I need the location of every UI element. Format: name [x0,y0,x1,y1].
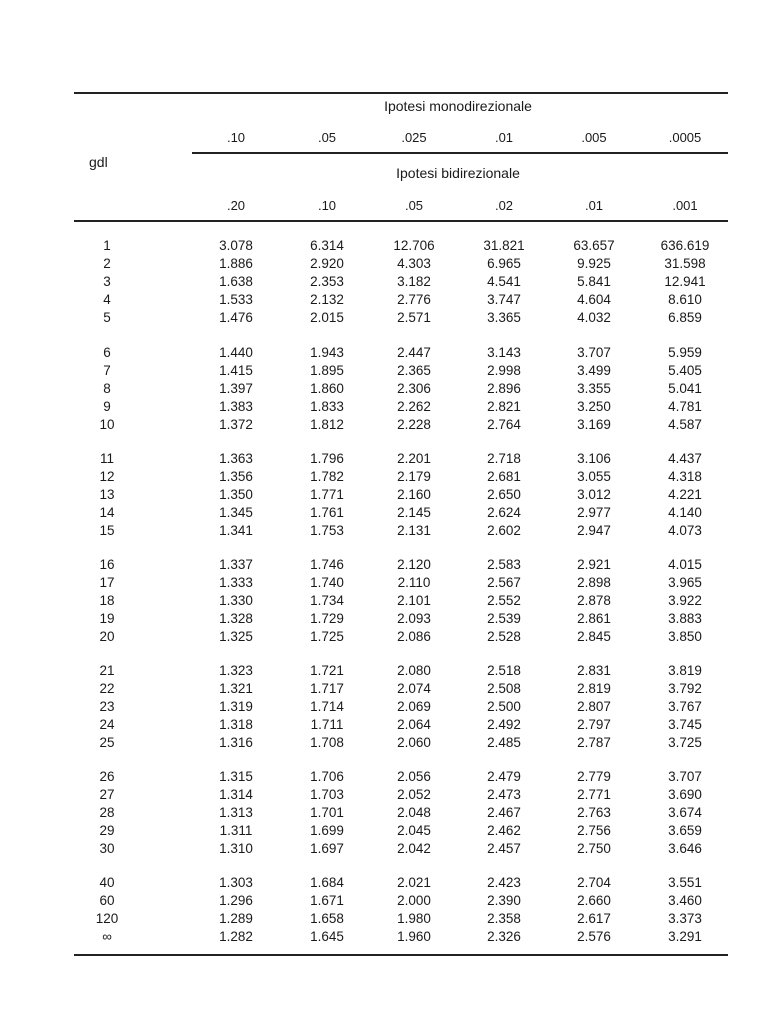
value-cell: 2.821 [487,399,521,415]
df-cell: 13 [99,487,115,503]
value-cell: 3.850 [668,629,702,645]
df-cell: 18 [99,593,115,609]
value-cell: 3.922 [668,593,702,609]
value-cell: 1.701 [310,805,344,821]
table-row [0,273,768,291]
value-cell: 1.282 [219,929,253,945]
value-cell: 2.921 [577,557,611,572]
value-cell: 2.086 [397,629,431,645]
value-cell: 2.845 [577,629,611,645]
value-cell: 63.657 [573,238,615,253]
value-cell: 2.365 [397,363,431,379]
df-cell: 40 [99,875,115,890]
row-group [0,556,768,646]
value-cell: 2.457 [487,841,521,857]
table-row [0,910,768,928]
value-cell: 1.350 [219,487,253,503]
table-row [0,380,768,398]
value-cell: 2.617 [577,911,611,927]
value-cell: 3.659 [668,823,702,839]
value-cell: 2.947 [577,523,611,539]
df-cell: 29 [99,823,115,839]
value-cell: 1.645 [310,929,344,945]
value-cell: 1.638 [219,274,253,290]
value-cell: 1.397 [219,381,253,397]
value-cell: 3.250 [577,399,611,415]
value-cell: 2.998 [487,363,521,379]
value-cell: 12.941 [664,274,706,290]
table-row [0,592,768,610]
value-cell: 2.179 [397,469,431,485]
value-cell: 1.671 [310,893,344,909]
value-cell: 4.318 [668,469,702,485]
value-cell: 1.708 [310,735,344,751]
df-cell: 19 [99,611,115,627]
value-cell: 2.567 [487,575,521,591]
value-cell: 2.583 [487,557,521,572]
table-top-rule [74,92,728,94]
value-cell: 3.291 [668,929,702,945]
value-cell: 2.074 [397,681,431,697]
value-cell: 1.711 [310,717,344,733]
table-row [0,450,768,468]
value-cell: 2.069 [397,699,431,715]
value-cell: 3.460 [668,893,702,909]
value-cell: 3.747 [487,292,521,308]
value-cell: 1.315 [219,769,253,784]
value-cell: 3.819 [668,663,702,678]
value-cell: 2.797 [577,717,611,733]
value-cell: 2.756 [577,823,611,839]
one-tailed-level-3: .025 [401,130,427,145]
value-cell: 2.500 [487,699,521,715]
value-cell: 3.674 [668,805,702,821]
value-cell: 1.697 [310,841,344,857]
table-row [0,822,768,840]
value-cell: 2.779 [577,769,611,784]
value-cell: 1.440 [219,345,253,360]
value-cell: 2.898 [577,575,611,591]
value-cell: 3.078 [219,238,253,253]
df-cell: ∞ [102,929,112,945]
table-row [0,928,768,946]
df-cell: 10 [99,417,115,433]
table-row [0,874,768,892]
two-tailed-title: Ipotesi bidirezionale [396,165,520,181]
value-cell: 2.807 [577,699,611,715]
one-tailed-title: Ipotesi monodirezionale [384,98,532,114]
value-cell: 12.706 [393,238,435,253]
value-cell: 2.776 [397,292,431,308]
value-cell: 1.886 [219,256,253,272]
row-group [0,344,768,434]
value-cell: 2.977 [577,505,611,521]
df-cell: 2 [103,256,111,272]
value-cell: 2.056 [397,769,431,784]
df-cell: 15 [99,523,115,539]
value-cell: 2.326 [487,929,521,945]
value-cell: 1.725 [310,629,344,645]
row-group [0,768,768,858]
df-cell: 25 [99,735,115,751]
value-cell: 2.681 [487,469,521,485]
value-cell: 1.703 [310,787,344,803]
value-cell: 2.042 [397,841,431,857]
df-cell: 4 [103,292,111,308]
value-cell: 3.169 [577,417,611,433]
value-cell: 1.328 [219,611,253,627]
value-cell: 1.383 [219,399,253,415]
df-cell: 23 [99,699,115,715]
df-cell: 14 [99,505,115,521]
value-cell: 2.064 [397,717,431,733]
value-cell: 1.325 [219,629,253,645]
value-cell: 1.533 [219,292,253,308]
value-cell: 3.646 [668,841,702,857]
value-cell: 4.303 [397,256,431,272]
value-cell: 2.920 [310,256,344,272]
value-cell: 1.316 [219,735,253,751]
value-cell: 1.796 [310,451,344,466]
value-cell: 2.048 [397,805,431,821]
value-cell: 1.699 [310,823,344,839]
value-cell: 6.965 [487,256,521,272]
value-cell: 4.073 [668,523,702,539]
value-cell: 2.131 [397,523,431,539]
df-cell: 27 [99,787,115,803]
two-tailed-level-1: .20 [226,198,246,213]
value-cell: 3.012 [577,487,611,503]
header-bottom-rule [74,220,728,222]
table-row [0,680,768,698]
df-cell: 5 [103,310,111,326]
value-cell: 1.313 [219,805,253,821]
value-cell: 1.729 [310,611,344,627]
table-bottom-rule [74,954,728,956]
value-cell: 1.333 [219,575,253,591]
value-cell: 3.707 [577,345,611,360]
table-row [0,468,768,486]
table-row [0,362,768,380]
df-cell: 30 [99,841,115,857]
value-cell: 1.658 [310,911,344,927]
value-cell: 3.551 [668,875,702,890]
df-cell: 3 [103,274,111,290]
value-cell: 2.518 [487,663,521,678]
value-cell: 8.610 [668,292,702,308]
df-cell: 11 [99,451,115,466]
value-cell: 1.761 [310,505,344,521]
value-cell: 2.602 [487,523,521,539]
table-row [0,662,768,680]
value-cell: 1.318 [219,717,253,733]
table-row [0,556,768,574]
value-cell: 2.201 [397,451,431,466]
value-cell: 1.717 [310,681,344,697]
value-cell: 2.101 [397,593,431,609]
value-cell: 1.980 [397,911,431,927]
df-cell: 26 [99,769,115,784]
value-cell: 2.576 [577,929,611,945]
value-cell: 1.771 [310,487,344,503]
value-cell: 2.132 [310,292,344,308]
value-cell: 31.821 [483,238,525,253]
value-cell: 4.437 [668,451,702,466]
two-tailed-level-4: .02 [494,198,514,213]
value-cell: 2.704 [577,875,611,890]
table-row [0,892,768,910]
table-row [0,768,768,786]
value-cell: 1.943 [310,345,344,360]
value-cell: 1.323 [219,663,253,678]
value-cell: 1.363 [219,451,253,466]
value-cell: 2.093 [397,611,431,627]
value-cell: 1.314 [219,787,253,803]
one-tailed-level-6: .0005 [668,130,702,145]
table-row [0,786,768,804]
value-cell: 2.447 [397,345,431,360]
value-cell: 2.492 [487,717,521,733]
value-cell: 1.753 [310,523,344,539]
value-cell: 2.080 [397,663,431,678]
table-row [0,486,768,504]
value-cell: 6.859 [668,310,702,326]
value-cell: 2.896 [487,381,521,397]
table-row [0,504,768,522]
value-cell: 2.467 [487,805,521,821]
table-row [0,237,768,255]
df-cell: 8 [103,381,111,397]
value-cell: 2.750 [577,841,611,857]
value-cell: 1.746 [310,557,344,572]
value-cell: 2.015 [310,310,344,326]
table-row [0,716,768,734]
value-cell: 1.289 [219,911,253,927]
value-cell: 1.714 [310,699,344,715]
table-row [0,804,768,822]
value-cell: 2.650 [487,487,521,503]
df-cell: 12 [99,469,115,485]
value-cell: 3.883 [668,611,702,627]
df-cell: 1 [103,238,111,253]
value-cell: 2.819 [577,681,611,697]
value-cell: 2.423 [487,875,521,890]
table-row [0,698,768,716]
value-cell: 2.764 [487,417,521,433]
value-cell: 2.473 [487,787,521,803]
df-cell: 9 [103,399,111,415]
table-row [0,255,768,273]
one-tailed-level-2: .05 [317,130,337,145]
table-row [0,522,768,540]
value-cell: 31.598 [664,256,706,272]
df-cell: 17 [99,575,115,591]
value-cell: 3.745 [668,717,702,733]
value-cell: 2.390 [487,893,521,909]
value-cell: 2.831 [577,663,611,678]
value-cell: 2.120 [397,557,431,572]
table-row [0,840,768,858]
value-cell: 1.895 [310,363,344,379]
value-cell: 636.619 [660,238,710,253]
value-cell: 3.767 [668,699,702,715]
value-cell: 2.228 [397,417,431,433]
value-cell: 2.508 [487,681,521,697]
df-cell: 22 [99,681,115,697]
value-cell: 5.405 [668,363,702,379]
value-cell: 2.358 [487,911,521,927]
table-row [0,416,768,434]
value-cell: 1.310 [219,841,253,857]
value-cell: 1.721 [310,663,344,678]
value-cell: 1.341 [219,523,253,539]
row-group [0,662,768,752]
value-cell: 3.365 [487,310,521,326]
value-cell: 6.314 [310,238,344,253]
header-divider-rule [192,152,728,154]
value-cell: 1.740 [310,575,344,591]
value-cell: 1.345 [219,505,253,521]
value-cell: 2.861 [577,611,611,627]
value-cell: 2.763 [577,805,611,821]
two-tailed-level-5: .01 [584,198,604,213]
value-cell: 2.718 [487,451,521,466]
two-tailed-level-3: .05 [404,198,424,213]
df-cell: 60 [99,893,115,909]
table-row [0,610,768,628]
value-cell: 1.356 [219,469,253,485]
df-cell: 7 [103,363,111,379]
table-row [0,734,768,752]
value-cell: 1.337 [219,557,253,572]
value-cell: 2.021 [397,875,431,890]
value-cell: 3.106 [577,451,611,466]
value-cell: 4.781 [668,399,702,415]
value-cell: 4.140 [668,505,702,521]
value-cell: 2.552 [487,593,521,609]
value-cell: 3.965 [668,575,702,591]
value-cell: 9.925 [577,256,611,272]
value-cell: 1.311 [219,823,253,839]
value-cell: 3.792 [668,681,702,697]
value-cell: 2.479 [487,769,521,784]
value-cell: 5.959 [668,345,702,360]
value-cell: 5.041 [668,381,702,397]
value-cell: 4.587 [668,417,702,433]
row-group [0,874,768,946]
value-cell: 3.707 [668,769,702,784]
value-cell: 2.060 [397,735,431,751]
value-cell: 2.160 [397,487,431,503]
value-cell: 1.812 [310,417,344,433]
value-cell: 2.528 [487,629,521,645]
one-tailed-level-4: .01 [494,130,514,145]
table-row [0,574,768,592]
value-cell: 3.725 [668,735,702,751]
table-row [0,398,768,416]
value-cell: 3.143 [487,345,521,360]
value-cell: 4.604 [577,292,611,308]
value-cell: 3.499 [577,363,611,379]
df-cell: 120 [95,911,119,927]
value-cell: 4.032 [577,310,611,326]
value-cell: 5.841 [577,274,611,290]
value-cell: 4.015 [668,557,702,572]
df-cell: 24 [99,717,115,733]
value-cell: 2.145 [397,505,431,521]
two-tailed-level-2: .10 [317,198,337,213]
value-cell: 1.415 [219,363,253,379]
table-row [0,628,768,646]
value-cell: 4.541 [487,274,521,290]
table-row [0,291,768,309]
value-cell: 2.462 [487,823,521,839]
value-cell: 1.684 [310,875,344,890]
value-cell: 1.960 [397,929,431,945]
df-cell: 21 [99,663,115,678]
value-cell: 2.787 [577,735,611,751]
value-cell: 2.485 [487,735,521,751]
value-cell: 2.110 [397,575,431,591]
table-row [0,309,768,327]
value-cell: 2.571 [397,310,431,326]
df-cell: 20 [99,629,115,645]
two-tailed-level-6: .001 [672,198,698,213]
df-cell: 6 [103,345,111,360]
value-cell: 3.055 [577,469,611,485]
value-cell: 2.878 [577,593,611,609]
df-column-header: gdl [89,154,108,170]
value-cell: 2.660 [577,893,611,909]
row-group [0,237,768,327]
value-cell: 1.860 [310,381,344,397]
row-group [0,450,768,540]
value-cell: 3.690 [668,787,702,803]
value-cell: 1.330 [219,593,253,609]
value-cell: 2.353 [310,274,344,290]
value-cell: 2.624 [487,505,521,521]
value-cell: 1.321 [219,681,253,697]
value-cell: 1.319 [219,699,253,715]
value-cell: 2.306 [397,381,431,397]
value-cell: 3.373 [668,911,702,927]
value-cell: 2.539 [487,611,521,627]
value-cell: 1.372 [219,417,253,433]
value-cell: 1.833 [310,399,344,415]
one-tailed-level-1: .10 [226,130,246,145]
value-cell: 4.221 [668,487,702,503]
value-cell: 1.706 [310,769,344,784]
value-cell: 1.782 [310,469,344,485]
df-cell: 28 [99,805,115,821]
value-cell: 1.734 [310,593,344,609]
table-row [0,344,768,362]
value-cell: 2.771 [577,787,611,803]
value-cell: 2.052 [397,787,431,803]
one-tailed-level-5: .005 [581,130,607,145]
value-cell: 2.000 [397,893,431,909]
value-cell: 2.262 [397,399,431,415]
value-cell: 1.476 [219,310,253,326]
value-cell: 3.355 [577,381,611,397]
value-cell: 1.296 [219,893,253,909]
value-cell: 1.303 [219,875,253,890]
df-cell: 16 [99,557,115,572]
value-cell: 3.182 [397,274,431,290]
value-cell: 2.045 [397,823,431,839]
